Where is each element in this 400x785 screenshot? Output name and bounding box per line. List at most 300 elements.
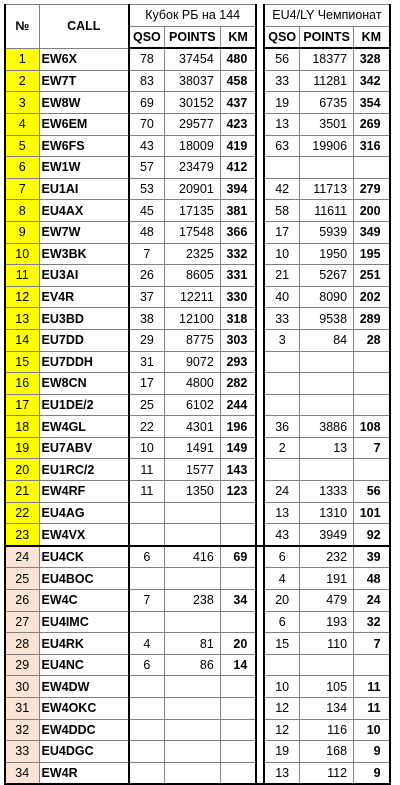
table-row (5, 762, 390, 784)
header-call: CALL (39, 5, 129, 49)
cup-points: 1350 (164, 481, 220, 503)
cup-qso: 69 (129, 92, 164, 114)
call-sign: EW4R (39, 762, 129, 784)
column-gap (256, 5, 264, 49)
cup-km: 244 (220, 394, 256, 416)
column-gap (256, 113, 264, 135)
cup-points: 38037 (164, 70, 220, 92)
row-number: 33 (5, 741, 39, 763)
champ-qso: 15 (264, 633, 299, 655)
champ-qso: 17 (264, 221, 299, 243)
header-points-2: POINTS (300, 26, 354, 48)
champ-km: 10 (354, 719, 390, 741)
row-number: 14 (5, 329, 39, 351)
cup-qso (129, 568, 164, 590)
header-qso-2: QSO (264, 26, 299, 48)
champ-km (354, 394, 390, 416)
champ-km: 200 (354, 200, 390, 222)
call-sign: EW1W (39, 157, 129, 179)
call-sign: EU3AI (39, 265, 129, 287)
cup-qso: 48 (129, 221, 164, 243)
header-row-groups (5, 5, 390, 27)
cup-qso (129, 676, 164, 698)
cup-km (220, 502, 256, 524)
row-number: 6 (5, 157, 39, 179)
row-number: 7 (5, 178, 39, 200)
champ-qso: 13 (264, 502, 299, 524)
champ-points: 479 (300, 590, 354, 612)
champ-km (354, 373, 390, 395)
cup-points: 6102 (164, 394, 220, 416)
cup-points (164, 741, 220, 763)
column-gap (256, 481, 264, 503)
table-row (5, 481, 390, 503)
table-row (5, 633, 390, 655)
champ-km: 56 (354, 481, 390, 503)
cup-points: 238 (164, 590, 220, 612)
column-gap (256, 611, 264, 633)
champ-points: 8090 (300, 286, 354, 308)
cup-km: 458 (220, 70, 256, 92)
row-number: 4 (5, 113, 39, 135)
column-gap (256, 546, 264, 568)
row-number: 29 (5, 654, 39, 676)
cup-km: 14 (220, 654, 256, 676)
row-number: 16 (5, 373, 39, 395)
row-number: 32 (5, 719, 39, 741)
column-gap (256, 286, 264, 308)
champ-points: 191 (300, 568, 354, 590)
champ-qso: 12 (264, 719, 299, 741)
champ-km: 101 (354, 502, 390, 524)
header-km-2: KM (354, 26, 390, 48)
row-number: 11 (5, 265, 39, 287)
champ-qso: 20 (264, 590, 299, 612)
cup-km: 69 (220, 546, 256, 568)
table-row (5, 568, 390, 590)
table-row (5, 459, 390, 481)
call-sign: EU4IMC (39, 611, 129, 633)
row-number: 26 (5, 590, 39, 612)
champ-km: 7 (354, 633, 390, 655)
champ-points (300, 654, 354, 676)
call-sign: EU4BOC (39, 568, 129, 590)
call-sign: EU4RK (39, 633, 129, 655)
champ-km (354, 459, 390, 481)
cup-km (220, 676, 256, 698)
cup-km (220, 741, 256, 763)
column-gap (256, 157, 264, 179)
call-sign: EU1DE/2 (39, 394, 129, 416)
table-row (5, 308, 390, 330)
champ-points: 3886 (300, 416, 354, 438)
champ-points: 11611 (300, 200, 354, 222)
champ-qso: 10 (264, 676, 299, 698)
row-number: 13 (5, 308, 39, 330)
cup-qso: 78 (129, 48, 164, 70)
champ-qso (264, 373, 299, 395)
table-row (5, 654, 390, 676)
champ-qso: 19 (264, 92, 299, 114)
champ-qso: 10 (264, 243, 299, 265)
cup-km (220, 611, 256, 633)
champ-points: 116 (300, 719, 354, 741)
cup-km (220, 719, 256, 741)
column-gap (256, 568, 264, 590)
champ-points: 1310 (300, 502, 354, 524)
cup-km: 282 (220, 373, 256, 395)
cup-qso: 10 (129, 437, 164, 459)
header-cup-rb-144: Кубок РБ на 144 (129, 5, 256, 27)
champ-points: 11281 (300, 70, 354, 92)
cup-km: 419 (220, 135, 256, 157)
cup-km: 437 (220, 92, 256, 114)
row-number: 18 (5, 416, 39, 438)
table-row (5, 265, 390, 287)
cup-points: 17548 (164, 221, 220, 243)
champ-qso: 2 (264, 437, 299, 459)
table-row (5, 135, 390, 157)
cup-points (164, 698, 220, 720)
cup-qso (129, 741, 164, 763)
cup-km: 412 (220, 157, 256, 179)
column-gap (256, 92, 264, 114)
cup-qso: 38 (129, 308, 164, 330)
cup-km: 480 (220, 48, 256, 70)
champ-points: 11713 (300, 178, 354, 200)
table-row (5, 502, 390, 524)
cup-points (164, 762, 220, 784)
column-gap (256, 524, 264, 546)
table-row (5, 243, 390, 265)
champ-qso: 3 (264, 329, 299, 351)
champ-km: 202 (354, 286, 390, 308)
column-gap (256, 633, 264, 655)
table-row (5, 698, 390, 720)
cup-qso: 70 (129, 113, 164, 135)
row-number: 8 (5, 200, 39, 222)
champ-km: 342 (354, 70, 390, 92)
cup-qso: 6 (129, 546, 164, 568)
cup-km: 196 (220, 416, 256, 438)
champ-qso (264, 394, 299, 416)
cup-points: 17135 (164, 200, 220, 222)
champ-km: 11 (354, 698, 390, 720)
call-sign: EW4GL (39, 416, 129, 438)
cup-qso: 29 (129, 329, 164, 351)
champ-points: 134 (300, 698, 354, 720)
cup-qso: 45 (129, 200, 164, 222)
row-number: 22 (5, 502, 39, 524)
cup-points: 81 (164, 633, 220, 655)
table-row (5, 157, 390, 179)
cup-km (220, 762, 256, 784)
cup-qso: 11 (129, 481, 164, 503)
call-sign: EU4CK (39, 546, 129, 568)
champ-points (300, 373, 354, 395)
cup-points (164, 676, 220, 698)
call-sign: EU4DGC (39, 741, 129, 763)
table-row (5, 200, 390, 222)
cup-qso: 37 (129, 286, 164, 308)
cup-points: 8605 (164, 265, 220, 287)
champ-km: 11 (354, 676, 390, 698)
column-gap (256, 329, 264, 351)
cup-points (164, 524, 220, 546)
table-row (5, 70, 390, 92)
cup-points: 12100 (164, 308, 220, 330)
champ-km: 108 (354, 416, 390, 438)
cup-qso: 4 (129, 633, 164, 655)
row-number: 17 (5, 394, 39, 416)
cup-qso: 25 (129, 394, 164, 416)
champ-points: 9538 (300, 308, 354, 330)
cup-km: 381 (220, 200, 256, 222)
cup-points: 23479 (164, 157, 220, 179)
cup-qso: 11 (129, 459, 164, 481)
table-row (5, 48, 390, 70)
table-row (5, 676, 390, 698)
cup-km: 20 (220, 633, 256, 655)
column-gap (256, 719, 264, 741)
call-sign: EW7W (39, 221, 129, 243)
cup-km (220, 524, 256, 546)
champ-km: 195 (354, 243, 390, 265)
champ-points (300, 351, 354, 373)
header-points-1: POINTS (164, 26, 220, 48)
table-row (5, 741, 390, 763)
column-gap (256, 459, 264, 481)
header-qso-1: QSO (129, 26, 164, 48)
table-row (5, 524, 390, 546)
cup-km: 366 (220, 221, 256, 243)
champ-qso: 63 (264, 135, 299, 157)
cup-km (220, 698, 256, 720)
cup-points: 2325 (164, 243, 220, 265)
call-sign: EW8CN (39, 373, 129, 395)
call-sign: EW4C (39, 590, 129, 612)
champ-qso: 36 (264, 416, 299, 438)
cup-points: 4301 (164, 416, 220, 438)
call-sign: EU1AI (39, 178, 129, 200)
cup-km (220, 568, 256, 590)
table-row (5, 221, 390, 243)
cup-qso (129, 524, 164, 546)
champ-qso: 12 (264, 698, 299, 720)
champ-points: 6735 (300, 92, 354, 114)
champ-points: 105 (300, 676, 354, 698)
champ-km: 251 (354, 265, 390, 287)
cup-qso: 57 (129, 157, 164, 179)
table-row (5, 329, 390, 351)
champ-points: 1950 (300, 243, 354, 265)
call-sign: EU7ABV (39, 437, 129, 459)
table-row (5, 113, 390, 135)
cup-points (164, 719, 220, 741)
champ-points: 19906 (300, 135, 354, 157)
call-sign: EU3BD (39, 308, 129, 330)
champ-points (300, 459, 354, 481)
cup-qso: 7 (129, 590, 164, 612)
champ-qso: 19 (264, 741, 299, 763)
champ-km: 48 (354, 568, 390, 590)
row-number: 9 (5, 221, 39, 243)
cup-qso: 7 (129, 243, 164, 265)
champ-qso (264, 654, 299, 676)
row-number: 34 (5, 762, 39, 784)
champ-qso: 42 (264, 178, 299, 200)
champ-km: 92 (354, 524, 390, 546)
champ-km: 32 (354, 611, 390, 633)
cup-points: 29577 (164, 113, 220, 135)
champ-qso: 13 (264, 762, 299, 784)
table-row (5, 611, 390, 633)
column-gap (256, 243, 264, 265)
champ-km: 289 (354, 308, 390, 330)
cup-km: 293 (220, 351, 256, 373)
column-gap (256, 221, 264, 243)
table-row (5, 546, 390, 568)
champ-qso: 4 (264, 568, 299, 590)
call-sign: EW6FS (39, 135, 129, 157)
cup-points (164, 502, 220, 524)
champ-qso (264, 459, 299, 481)
champ-points: 193 (300, 611, 354, 633)
call-sign: EU4AG (39, 502, 129, 524)
call-sign: EW4RF (39, 481, 129, 503)
champ-km: 269 (354, 113, 390, 135)
cup-qso (129, 698, 164, 720)
champ-km: 28 (354, 329, 390, 351)
cup-qso (129, 611, 164, 633)
cup-points: 416 (164, 546, 220, 568)
row-number: 23 (5, 524, 39, 546)
champ-km (354, 157, 390, 179)
row-number: 21 (5, 481, 39, 503)
cup-qso (129, 762, 164, 784)
champ-qso: 6 (264, 611, 299, 633)
column-gap (256, 762, 264, 784)
header-eu4-ly-championship: EU4/LY Чемпионат (264, 5, 389, 27)
column-gap (256, 741, 264, 763)
champ-points (300, 394, 354, 416)
cup-points: 9072 (164, 351, 220, 373)
column-gap (256, 394, 264, 416)
row-number: 2 (5, 70, 39, 92)
row-number: 15 (5, 351, 39, 373)
table-row (5, 394, 390, 416)
call-sign: EW4DDC (39, 719, 129, 741)
cup-qso: 17 (129, 373, 164, 395)
call-sign: EW3BK (39, 243, 129, 265)
cup-points: 1577 (164, 459, 220, 481)
column-gap (256, 590, 264, 612)
table-row (5, 590, 390, 612)
cup-km: 332 (220, 243, 256, 265)
column-gap (256, 70, 264, 92)
row-number: 27 (5, 611, 39, 633)
champ-qso: 33 (264, 70, 299, 92)
call-sign: EW7T (39, 70, 129, 92)
champ-qso: 6 (264, 546, 299, 568)
cup-points: 1491 (164, 437, 220, 459)
header-number: № (5, 5, 39, 49)
champ-points: 232 (300, 546, 354, 568)
cup-qso: 6 (129, 654, 164, 676)
cup-qso: 26 (129, 265, 164, 287)
table-row (5, 351, 390, 373)
row-number: 31 (5, 698, 39, 720)
champ-qso: 43 (264, 524, 299, 546)
champ-qso: 58 (264, 200, 299, 222)
champ-km (354, 654, 390, 676)
table-row (5, 373, 390, 395)
champ-km: 7 (354, 437, 390, 459)
champ-points (300, 157, 354, 179)
column-gap (256, 308, 264, 330)
row-number: 25 (5, 568, 39, 590)
column-gap (256, 178, 264, 200)
cup-points (164, 568, 220, 590)
cup-km: 149 (220, 437, 256, 459)
row-number: 1 (5, 48, 39, 70)
champ-qso: 33 (264, 308, 299, 330)
champ-points: 3949 (300, 524, 354, 546)
cup-points: 30152 (164, 92, 220, 114)
results-table (4, 4, 391, 785)
cup-km: 34 (220, 590, 256, 612)
call-sign: EV4R (39, 286, 129, 308)
cup-qso: 43 (129, 135, 164, 157)
row-number: 3 (5, 92, 39, 114)
cup-points: 20901 (164, 178, 220, 200)
cup-km: 123 (220, 481, 256, 503)
column-gap (256, 416, 264, 438)
table-row (5, 437, 390, 459)
champ-km: 9 (354, 741, 390, 763)
champ-points: 84 (300, 329, 354, 351)
table-row (5, 416, 390, 438)
row-number: 12 (5, 286, 39, 308)
champ-qso (264, 157, 299, 179)
cup-qso: 53 (129, 178, 164, 200)
table-row (5, 286, 390, 308)
row-number: 30 (5, 676, 39, 698)
call-sign: EU4AX (39, 200, 129, 222)
champ-qso (264, 351, 299, 373)
header-km-1: KM (220, 26, 256, 48)
champ-points: 1333 (300, 481, 354, 503)
champ-points: 5939 (300, 221, 354, 243)
cup-km: 143 (220, 459, 256, 481)
champ-km: 9 (354, 762, 390, 784)
column-gap (256, 351, 264, 373)
cup-qso (129, 502, 164, 524)
champ-qso: 56 (264, 48, 299, 70)
cup-km: 331 (220, 265, 256, 287)
table-row (5, 92, 390, 114)
champ-points: 5267 (300, 265, 354, 287)
champ-qso: 13 (264, 113, 299, 135)
cup-km: 303 (220, 329, 256, 351)
row-number: 28 (5, 633, 39, 655)
cup-qso: 31 (129, 351, 164, 373)
call-sign: EW4VX (39, 524, 129, 546)
cup-points: 18009 (164, 135, 220, 157)
call-sign: EU7DDH (39, 351, 129, 373)
cup-km: 423 (220, 113, 256, 135)
cup-points: 86 (164, 654, 220, 676)
